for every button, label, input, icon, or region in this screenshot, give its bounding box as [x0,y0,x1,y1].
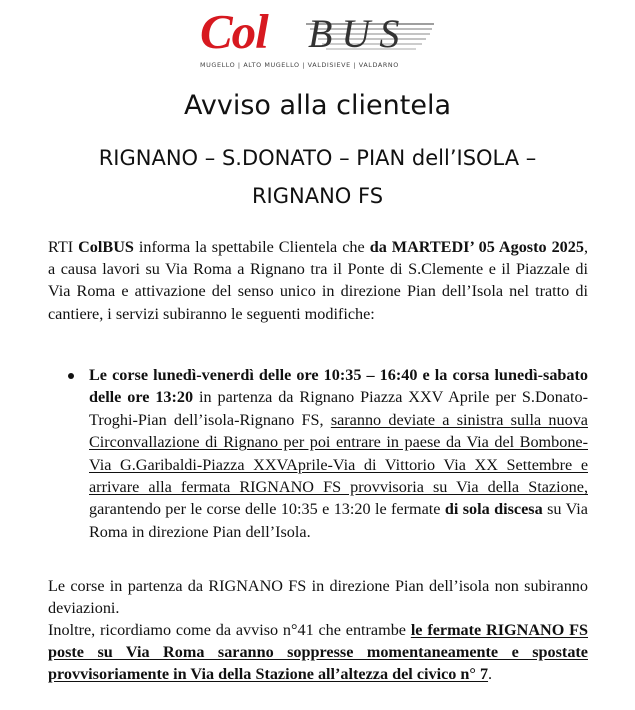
notice-title: Avviso alla clientela [183,90,451,121]
stop-relocation-paragraph: Inoltre, ricordiamo come da avviso n°41 che entrambe le fermate RIGNANO FS poste su Via Roma saranno soppresse momentaneamente e spostate provvisoriamente in Via della Stazione all’altezza del civico n° 7. [48,621,588,684]
relocated-stop-note: le fermate RIGNANO FS poste su Via Roma saranno soppresse momentaneamente e spostate provvisoriamente in Via della Stazione all’altezza del civico n° 7 [48,621,588,684]
logo-tagline: MUGELLO | ALTO MUGELLO | VALDISIEVE | VALDARNO [200,61,399,69]
route-title-line-2: RIGNANO FS [251,184,384,208]
route-title-line-1: RIGNANO – S.DONATO – PIAN dell’ISOLA – [98,146,537,170]
drop-off-only: di sola discesa [444,500,543,519]
no-deviation-paragraph: Le corse in partenza da RIGNANO FS in direzione Pian dell’isola non subiranno deviazioni. [48,577,588,618]
bullet-icon [68,373,74,379]
logo-brand-col: Col [200,4,268,59]
company-name: ColBUS [78,238,134,256]
logo-brand-bus: BUS [308,11,409,56]
deviation-details: Le corse lunedì-venerdì delle ore 10:35 – 16:40 e la corsa lunedì-sabato delle ore 13:20 in partenza da Rignano Piazza XXV Aprile per S.Donato-Troghi-Pian dell’isola-Rignano FS, saranno deviate a sinistra sulla nuova Circonvallazione di Rignano per poi entrare in paese da Via del Bombone-Via G.Garibaldi-Piazza XXVAprile-Via di Vittorio Via XX Settembre e arrivare alla fermata RIGNANO FS provvisoria su Via della Stazione, garantendo per le corse delle 10:35 e 13:20 le fermate di sola discesa su Via Roma in direzione Pian dell’Isola. [89,366,588,541]
intro-paragraph: RTI ColBUS informa la spettabile Clientela che da MARTEDI’ 05 Agosto 2025, a causa lavori su Via Roma a Rignano tra il Ponte di S.Clemente e il Piazzale di Via Roma e attivazione del senso unico in direzione Pian dell’Isola nel tratto di cantiere, i servizi subiranno le seguenti modifiche: [48,238,589,323]
deviation-route: saranno deviate a sinistra sulla nuova Circonvallazione di Rignano per poi entrare in paese da Via del Bombone-Via G.Garibaldi-Piazza XXVAprile-Via di Vittorio Via XX Settembre e arrivare alla fermata RIGNANO FS provvisoria su Via della Stazione, [89,410,588,497]
effective-date: da MARTEDI’ 05 Agosto 2025 [369,238,584,256]
colbus-logo [198,6,438,72]
affected-runs: Le corse lunedì-venerdì delle ore 10:35 – 16:40 e la corsa lunedì-sabato delle ore 13:20 [89,366,588,407]
